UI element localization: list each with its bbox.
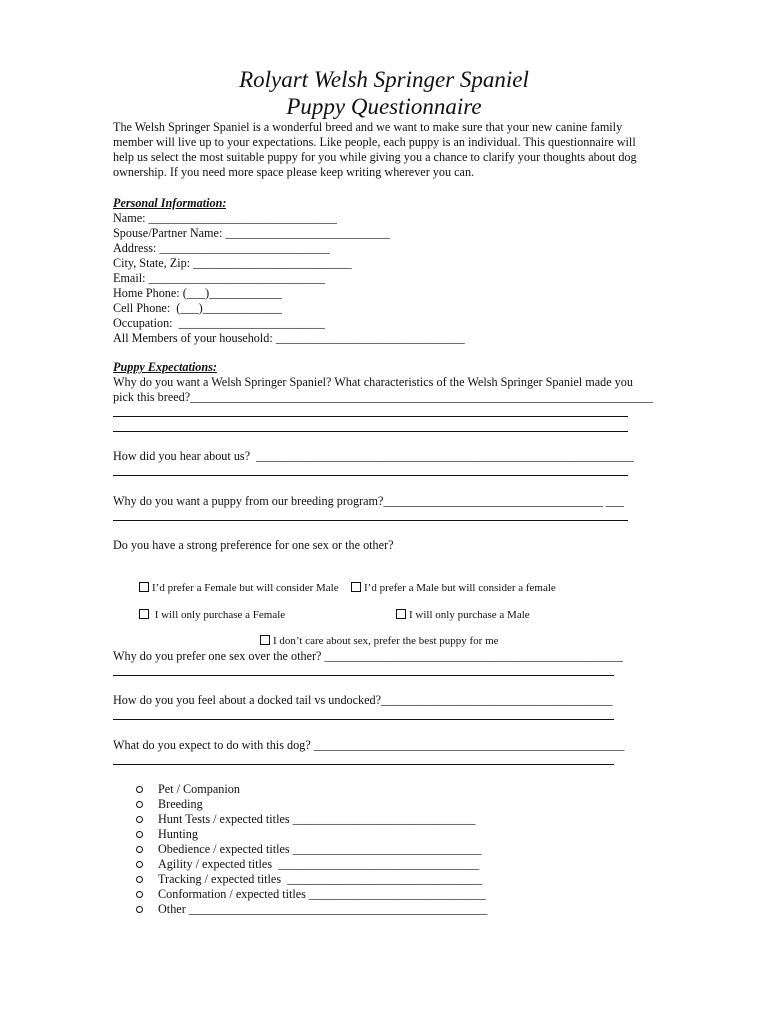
answer-why-breed[interactable]: pick this breed?____________________________________________________________________________ [113, 390, 654, 404]
home-phone-field[interactable]: Home Phone: (___)____________ [113, 286, 283, 300]
question-why-breed: Why do you want a Welsh Springer Spaniel? What characteristics of the Welsh Springer Spaniel made you [113, 375, 633, 389]
question-hear-about-us[interactable]: How did you hear about us? ______________________________________________________________ [113, 449, 634, 463]
household-members-field[interactable]: All Members of your household: _______________________________ [113, 331, 465, 345]
cell-phone-field[interactable]: Cell Phone: (___)_____________ [113, 301, 282, 315]
activity-item: Hunting [158, 827, 198, 841]
activity-item[interactable]: Obedience / expected titles _______________________________ [158, 842, 482, 856]
bullet-circle-icon [135, 812, 145, 827]
bullet-circle-icon [135, 797, 145, 812]
bullet-circle-icon [135, 782, 145, 797]
activity-item[interactable]: Conformation / expected titles _____________________________ [158, 887, 486, 901]
activity-item: Pet / Companion [158, 782, 240, 796]
activity-item: Breeding [158, 797, 203, 811]
bullet-circle-icon [135, 857, 145, 872]
answer-line[interactable] [113, 416, 628, 417]
checkbox-icon[interactable] [139, 582, 149, 592]
name-field[interactable]: Name: _______________________________ [113, 211, 338, 225]
option-only-male[interactable]: I will only purchase a Male [385, 594, 530, 636]
answer-line[interactable] [113, 520, 628, 521]
title-line-2: Puppy Questionnaire [286, 94, 482, 119]
bullet-circle-icon [135, 842, 145, 857]
intro-paragraph: The Welsh Springer Spaniel is a wonderful breed and we want to make sure that your new canine family member will live up to your expectations. Like people, each puppy is an individual. This questionnaire will help us select the most suitable puppy for you while giving you a chance to clarify your thoughts about dog ownership. If you need more space please keep writing wherever you can. [113, 120, 637, 179]
title-line-1: Rolyart Welsh Springer Spaniel [239, 67, 529, 92]
city-state-zip-field[interactable]: City, State, Zip: __________________________ [113, 256, 352, 270]
question-sex-preference: Do you have a strong preference for one sex or the other? [113, 538, 394, 552]
question-docked-tail[interactable]: How do you you feel about a docked tail vs undocked?______________________________________ [113, 693, 613, 707]
personal-info-heading: Personal Information: [113, 196, 227, 210]
answer-line[interactable] [113, 431, 628, 432]
option-only-female[interactable]: I will only purchase a Female [128, 594, 285, 636]
activity-item[interactable]: Hunt Tests / expected titles ______________________________ [158, 812, 476, 826]
checkbox-icon[interactable] [396, 609, 406, 619]
question-expect-to-do[interactable]: What do you expect to do with this dog? ___________________________________________________ [113, 738, 625, 752]
bullet-circle-icon [135, 902, 145, 917]
activity-item[interactable]: Other _________________________________________________ [158, 902, 488, 916]
answer-line[interactable] [113, 719, 614, 720]
question-breeding-program[interactable]: Why do you want a puppy from our breeding program?____________________________________ ___ [113, 494, 625, 508]
checkbox-icon[interactable] [260, 635, 270, 645]
answer-line[interactable] [113, 475, 628, 476]
option-male-consider-female[interactable]: I’d prefer a Male but will consider a female [340, 567, 556, 609]
occupation-field[interactable]: Occupation: ________________________ [113, 316, 325, 330]
address-field[interactable]: Address: ____________________________ [113, 241, 331, 255]
checkbox-icon[interactable] [351, 582, 361, 592]
partner-name-field[interactable]: Spouse/Partner Name: ___________________________ [113, 226, 390, 240]
option-no-preference[interactable]: I don’t care about sex, prefer the best puppy for me [249, 620, 499, 662]
bullet-circle-icon [135, 827, 145, 842]
checkbox-icon[interactable] [139, 609, 149, 619]
email-field[interactable]: Email: _____________________________ [113, 271, 326, 285]
bullet-circle-icon [135, 887, 145, 902]
activity-item[interactable]: Tracking / expected titles ________________________________ [158, 872, 483, 886]
option-female-consider-male[interactable]: I’d prefer a Female but will consider Male [128, 567, 339, 609]
answer-line[interactable] [113, 764, 614, 765]
activity-item[interactable]: Agility / expected titles _________________________________ [158, 857, 480, 871]
puppy-expectations-heading: Puppy Expectations: [113, 360, 217, 374]
question-why-sex[interactable]: Why do you prefer one sex over the other? _________________________________________________ [113, 649, 624, 663]
answer-line[interactable] [113, 675, 614, 676]
bullet-circle-icon [135, 872, 145, 887]
